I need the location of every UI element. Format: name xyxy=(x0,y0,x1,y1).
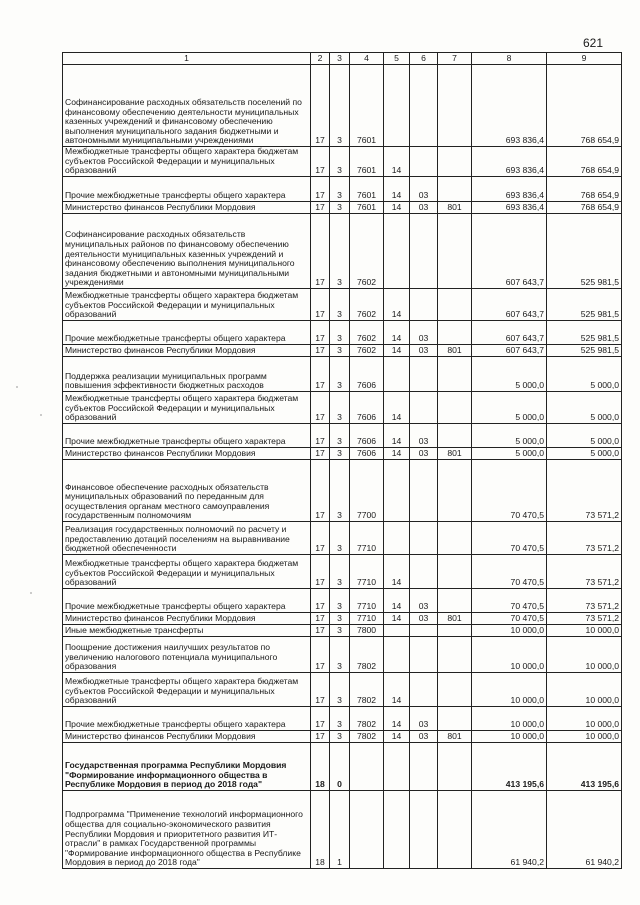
code-cell xyxy=(438,357,472,392)
code-cell: 7606 xyxy=(350,357,384,392)
description-cell: Софинансирование расходных обязательств поселений по финансовому обеспечению деятельности муниципальных казенных учреждений и финансовому обеспечению выполнения муниципального задания бюджетными и автономными муниципальными учреждениями xyxy=(63,65,311,147)
description-cell: Межбюджетные трансферты общего характера бюджетам субъектов Российской Федерации и муниципальных образований xyxy=(63,289,311,321)
code-cell: 3 xyxy=(330,589,350,613)
code-cell: 0 xyxy=(330,743,350,791)
description-cell: Поддержка реализации муниципальных программ повышения эффективности бюджетных расходов xyxy=(63,357,311,392)
code-cell: 7710 xyxy=(350,589,384,613)
header-cell: 2 xyxy=(311,53,330,65)
description-cell: Межбюджетные трансферты общего характера бюджетам субъектов Российской Федерации и муниципальных образований xyxy=(63,673,311,707)
table-row xyxy=(63,673,622,707)
code-cell: 7710 xyxy=(350,555,384,589)
code-cell xyxy=(438,147,472,177)
code-cell xyxy=(438,743,472,791)
code-cell: 03 xyxy=(410,202,438,214)
code-cell: 7601 xyxy=(350,177,384,202)
amount-cell: 70 470,5 xyxy=(472,613,547,625)
code-cell xyxy=(438,424,472,448)
description-cell: Прочие межбюджетные трансферты общего характера xyxy=(63,707,311,731)
code-cell: 03 xyxy=(410,424,438,448)
code-cell: 17 xyxy=(311,392,330,424)
code-cell xyxy=(438,673,472,707)
code-cell: 03 xyxy=(410,613,438,625)
amount-cell: 5 000,0 xyxy=(547,392,622,424)
amount-cell: 73 571,2 xyxy=(547,522,622,555)
description-cell: Межбюджетные трансферты общего характера бюджетам субъектов Российской Федерации и муниципальных образований xyxy=(63,555,311,589)
code-cell: 3 xyxy=(330,321,350,345)
table-row xyxy=(63,147,622,177)
code-cell xyxy=(384,625,410,637)
code-cell: 17 xyxy=(311,147,330,177)
amount-cell: 10 000,0 xyxy=(472,637,547,673)
table-row xyxy=(63,424,622,448)
code-cell: 7601 xyxy=(350,147,384,177)
code-cell: 3 xyxy=(330,177,350,202)
budget-table xyxy=(62,52,622,869)
code-cell: 14 xyxy=(384,448,410,460)
code-cell: 3 xyxy=(330,214,350,289)
description-cell: Министерство финансов Республики Мордовия xyxy=(63,345,311,357)
description-cell: Иные межбюджетные трансферты xyxy=(63,625,311,637)
code-cell: 7601 xyxy=(350,202,384,214)
description-cell: Прочие межбюджетные трансферты общего характера xyxy=(63,321,311,345)
code-cell: 3 xyxy=(330,522,350,555)
code-cell: 17 xyxy=(311,65,330,147)
amount-cell: 607 643,7 xyxy=(472,289,547,321)
header-cell: 1 xyxy=(63,53,311,65)
code-cell: 17 xyxy=(311,321,330,345)
table-row xyxy=(63,743,622,791)
code-cell: 17 xyxy=(311,357,330,392)
code-cell: 03 xyxy=(410,345,438,357)
code-cell: 17 xyxy=(311,707,330,731)
code-cell: 7710 xyxy=(350,522,384,555)
table-row xyxy=(63,555,622,589)
code-cell: 17 xyxy=(311,289,330,321)
code-cell: 3 xyxy=(330,289,350,321)
table-row xyxy=(63,321,622,345)
code-cell: 03 xyxy=(410,448,438,460)
amount-cell: 768 654,9 xyxy=(547,65,622,147)
amount-cell: 525 981,5 xyxy=(547,214,622,289)
code-cell xyxy=(384,743,410,791)
code-cell: 801 xyxy=(438,613,472,625)
code-cell: 14 xyxy=(384,147,410,177)
description-cell: Подпрограмма "Применение технологий информационного общества для социально-экономического развития Республики Мордовия и приоритетного развития ИТ-отрасли" в рамках Государственной программы "Формирование информационного общества в Республике Мордовия в период до 2018 года" xyxy=(63,791,311,869)
scan-speck xyxy=(30,592,32,594)
code-cell: 03 xyxy=(410,177,438,202)
amount-cell: 5 000,0 xyxy=(547,424,622,448)
code-cell: 3 xyxy=(330,65,350,147)
code-cell: 17 xyxy=(311,214,330,289)
description-cell: Прочие межбюджетные трансферты общего характера xyxy=(63,177,311,202)
code-cell xyxy=(410,637,438,673)
code-cell: 17 xyxy=(311,177,330,202)
code-cell: 17 xyxy=(311,345,330,357)
code-cell xyxy=(410,743,438,791)
amount-cell: 693 836,4 xyxy=(472,65,547,147)
code-cell xyxy=(410,522,438,555)
code-cell: 17 xyxy=(311,460,330,522)
code-cell xyxy=(438,289,472,321)
code-cell: 18 xyxy=(311,743,330,791)
code-cell: 7602 xyxy=(350,321,384,345)
code-cell: 7802 xyxy=(350,731,384,743)
code-cell: 14 xyxy=(384,289,410,321)
table-row xyxy=(63,707,622,731)
amount-cell: 10 000,0 xyxy=(547,673,622,707)
code-cell xyxy=(438,555,472,589)
description-cell: Поощрение достижения наилучших результатов по увеличению налогового потенциала муниципального образования xyxy=(63,637,311,673)
code-cell: 03 xyxy=(410,321,438,345)
code-cell: 17 xyxy=(311,625,330,637)
code-cell xyxy=(384,65,410,147)
description-cell: Финансовое обеспечение расходных обязательств муниципальных образований по переданным для осуществления органам местного самоуправления государственным полномочиям xyxy=(63,460,311,522)
description-cell: Межбюджетные трансферты общего характера бюджетам субъектов Российской Федерации и муниципальных образований xyxy=(63,147,311,177)
code-cell: 14 xyxy=(384,555,410,589)
table-row xyxy=(63,448,622,460)
description-cell: Министерство финансов Республики Мордовия xyxy=(63,613,311,625)
code-cell: 7802 xyxy=(350,707,384,731)
table-row xyxy=(63,345,622,357)
table-row xyxy=(63,460,622,522)
code-cell xyxy=(384,357,410,392)
code-cell: 7802 xyxy=(350,637,384,673)
code-cell: 7602 xyxy=(350,289,384,321)
code-cell: 3 xyxy=(330,392,350,424)
code-cell: 3 xyxy=(330,202,350,214)
description-cell: Межбюджетные трансферты общего характера бюджетам субъектов Российской Федерации и муниципальных образований xyxy=(63,392,311,424)
description-cell: Министерство финансов Республики Мордовия xyxy=(63,202,311,214)
code-cell: 14 xyxy=(384,345,410,357)
amount-cell: 10 000,0 xyxy=(472,625,547,637)
code-cell xyxy=(384,522,410,555)
code-cell: 3 xyxy=(330,637,350,673)
code-cell xyxy=(384,637,410,673)
amount-cell: 70 470,5 xyxy=(472,460,547,522)
code-cell xyxy=(438,589,472,613)
code-cell xyxy=(410,214,438,289)
code-cell xyxy=(438,321,472,345)
description-cell: Реализация государственных полномочий по расчету и предоставлению дотаций поселениям на выравнивание бюджетной обеспеченности xyxy=(63,522,311,555)
code-cell: 3 xyxy=(330,460,350,522)
code-cell: 14 xyxy=(384,392,410,424)
code-cell: 17 xyxy=(311,522,330,555)
code-cell: 14 xyxy=(384,673,410,707)
amount-cell: 10 000,0 xyxy=(547,731,622,743)
amount-cell: 607 643,7 xyxy=(472,321,547,345)
description-cell: Прочие межбюджетные трансферты общего характера xyxy=(63,424,311,448)
amount-cell: 73 571,2 xyxy=(547,613,622,625)
amount-cell: 10 000,0 xyxy=(547,707,622,731)
code-cell: 3 xyxy=(330,147,350,177)
amount-cell: 10 000,0 xyxy=(472,673,547,707)
amount-cell: 73 571,2 xyxy=(547,460,622,522)
code-cell: 3 xyxy=(330,357,350,392)
code-cell: 17 xyxy=(311,673,330,707)
code-cell xyxy=(410,625,438,637)
code-cell: 14 xyxy=(384,424,410,448)
amount-cell: 10 000,0 xyxy=(472,731,547,743)
amount-cell: 413 195,6 xyxy=(472,743,547,791)
header-cell: 5 xyxy=(384,53,410,65)
table-row xyxy=(63,392,622,424)
table-body xyxy=(63,65,622,869)
table-row xyxy=(63,65,622,147)
code-cell xyxy=(384,460,410,522)
code-cell xyxy=(438,392,472,424)
code-cell xyxy=(410,673,438,707)
amount-cell: 73 571,2 xyxy=(547,589,622,613)
code-cell: 03 xyxy=(410,707,438,731)
code-cell: 801 xyxy=(438,731,472,743)
table-row xyxy=(63,731,622,743)
code-cell xyxy=(410,392,438,424)
amount-cell: 607 643,7 xyxy=(472,214,547,289)
amount-cell: 61 940,2 xyxy=(547,791,622,869)
code-cell xyxy=(410,289,438,321)
code-cell: 3 xyxy=(330,613,350,625)
code-cell: 14 xyxy=(384,731,410,743)
table-row xyxy=(63,202,622,214)
code-cell: 18 xyxy=(311,791,330,869)
amount-cell: 693 836,4 xyxy=(472,202,547,214)
amount-cell: 10 000,0 xyxy=(472,707,547,731)
code-cell: 17 xyxy=(311,424,330,448)
code-cell xyxy=(410,555,438,589)
table-row xyxy=(63,177,622,202)
code-cell: 7601 xyxy=(350,65,384,147)
description-cell: Министерство финансов Республики Мордовия xyxy=(63,448,311,460)
code-cell: 1 xyxy=(330,791,350,869)
amount-cell: 525 981,5 xyxy=(547,321,622,345)
code-cell xyxy=(438,625,472,637)
code-cell: 3 xyxy=(330,707,350,731)
code-cell: 7700 xyxy=(350,460,384,522)
table-row xyxy=(63,357,622,392)
amount-cell: 768 654,9 xyxy=(547,177,622,202)
code-cell: 17 xyxy=(311,202,330,214)
amount-cell: 693 836,4 xyxy=(472,177,547,202)
code-cell xyxy=(384,791,410,869)
code-cell xyxy=(438,65,472,147)
code-cell: 03 xyxy=(410,589,438,613)
amount-cell: 70 470,5 xyxy=(472,589,547,613)
code-cell: 14 xyxy=(384,707,410,731)
code-cell xyxy=(438,791,472,869)
code-cell: 14 xyxy=(384,177,410,202)
code-cell xyxy=(410,357,438,392)
code-cell: 3 xyxy=(330,673,350,707)
header-cell: 7 xyxy=(438,53,472,65)
code-cell: 7800 xyxy=(350,625,384,637)
code-cell: 03 xyxy=(410,731,438,743)
amount-cell: 5 000,0 xyxy=(547,448,622,460)
amount-cell: 73 571,2 xyxy=(547,555,622,589)
amount-cell: 768 654,9 xyxy=(547,202,622,214)
code-cell: 7606 xyxy=(350,448,384,460)
table-row xyxy=(63,637,622,673)
amount-cell: 5 000,0 xyxy=(472,424,547,448)
code-cell: 17 xyxy=(311,589,330,613)
code-cell xyxy=(438,522,472,555)
code-cell xyxy=(410,791,438,869)
table-row xyxy=(63,589,622,613)
code-cell: 3 xyxy=(330,424,350,448)
code-cell: 14 xyxy=(384,589,410,613)
table-row xyxy=(63,613,622,625)
code-cell: 801 xyxy=(438,202,472,214)
amount-cell: 693 836,4 xyxy=(472,147,547,177)
code-cell: 14 xyxy=(384,613,410,625)
description-cell: Государственная программа Республики Мордовия "Формирование информационного общества в Республике Мордовия в период до 2018 года" xyxy=(63,743,311,791)
amount-cell: 5 000,0 xyxy=(472,448,547,460)
code-cell: 3 xyxy=(330,625,350,637)
code-cell xyxy=(438,214,472,289)
code-cell: 7602 xyxy=(350,214,384,289)
amount-cell: 525 981,5 xyxy=(547,345,622,357)
header-cell: 3 xyxy=(330,53,350,65)
page-number: 621 xyxy=(583,36,604,50)
amount-cell: 525 981,5 xyxy=(547,289,622,321)
code-cell: 7710 xyxy=(350,613,384,625)
code-cell xyxy=(350,743,384,791)
code-cell xyxy=(410,460,438,522)
code-cell: 17 xyxy=(311,448,330,460)
code-cell: 14 xyxy=(384,202,410,214)
code-cell xyxy=(410,147,438,177)
code-cell xyxy=(438,177,472,202)
code-cell xyxy=(438,460,472,522)
code-cell: 801 xyxy=(438,448,472,460)
code-cell: 7602 xyxy=(350,345,384,357)
scan-speck xyxy=(16,386,18,388)
code-cell: 3 xyxy=(330,345,350,357)
amount-cell: 70 470,5 xyxy=(472,555,547,589)
header-cell: 9 xyxy=(547,53,622,65)
amount-cell: 10 000,0 xyxy=(547,625,622,637)
amount-cell: 5 000,0 xyxy=(472,392,547,424)
code-cell xyxy=(438,637,472,673)
code-cell: 14 xyxy=(384,321,410,345)
description-cell: Прочие межбюджетные трансферты общего характера xyxy=(63,589,311,613)
code-cell: 3 xyxy=(330,731,350,743)
header-cell: 4 xyxy=(350,53,384,65)
code-cell xyxy=(384,214,410,289)
amount-cell: 607 643,7 xyxy=(472,345,547,357)
table-row xyxy=(63,522,622,555)
code-cell: 7606 xyxy=(350,392,384,424)
code-cell: 17 xyxy=(311,613,330,625)
header-cell: 8 xyxy=(472,53,547,65)
code-cell: 801 xyxy=(438,345,472,357)
amount-cell: 5 000,0 xyxy=(547,357,622,392)
table-row xyxy=(63,791,622,869)
code-cell: 7606 xyxy=(350,424,384,448)
code-cell xyxy=(350,791,384,869)
amount-cell: 768 654,9 xyxy=(547,147,622,177)
amount-cell: 70 470,5 xyxy=(472,522,547,555)
description-cell: Министерство финансов Республики Мордовия xyxy=(63,731,311,743)
table-row xyxy=(63,289,622,321)
amount-cell: 5 000,0 xyxy=(472,357,547,392)
description-cell: Софинансирование расходных обязательств муниципальных районов по финансовому обеспечению деятельности муниципальных казенных учреждений и финансовому обеспечению выполнения муниципального задания бюджетными и автономными муниципальными учреждениями xyxy=(63,214,311,289)
header-row xyxy=(63,53,622,65)
code-cell: 7802 xyxy=(350,673,384,707)
table-row xyxy=(63,625,622,637)
scan-speck xyxy=(40,414,42,416)
amount-cell: 413 195,6 xyxy=(547,743,622,791)
amount-cell: 61 940,2 xyxy=(472,791,547,869)
code-cell: 17 xyxy=(311,637,330,673)
code-cell: 3 xyxy=(330,448,350,460)
amount-cell: 10 000,0 xyxy=(547,637,622,673)
code-cell xyxy=(410,65,438,147)
code-cell xyxy=(438,707,472,731)
code-cell: 17 xyxy=(311,555,330,589)
code-cell: 17 xyxy=(311,731,330,743)
table-row xyxy=(63,214,622,289)
code-cell: 3 xyxy=(330,555,350,589)
header-cell: 6 xyxy=(410,53,438,65)
